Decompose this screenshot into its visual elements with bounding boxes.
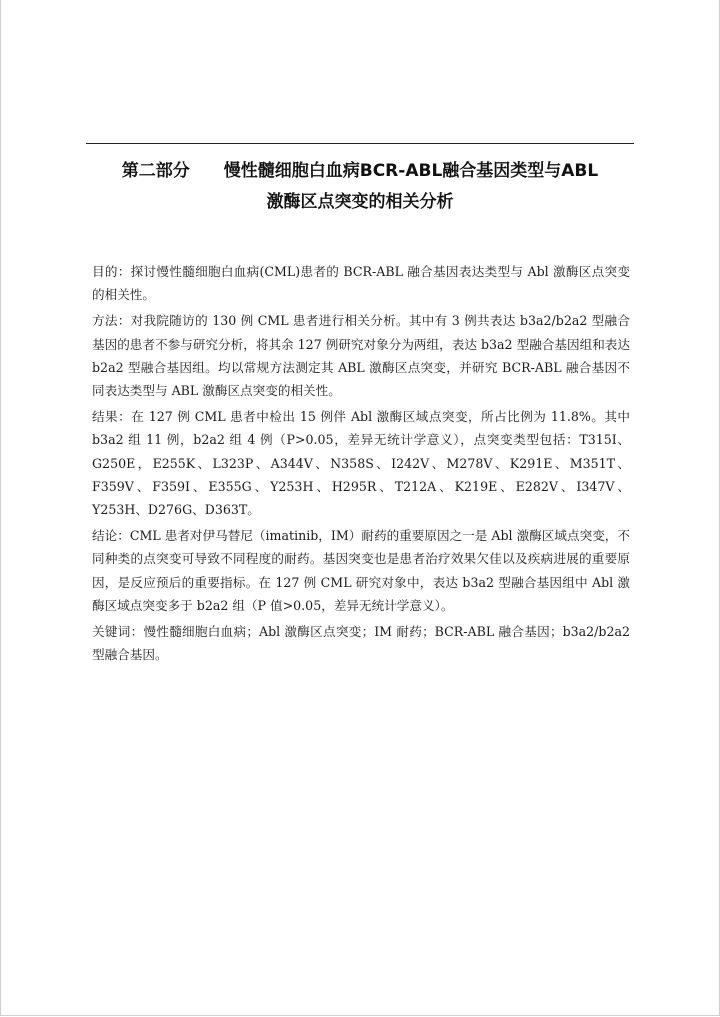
results-label: 结果： (92, 409, 132, 425)
abstract-conclusion (92, 524, 630, 617)
abstract-objective (92, 260, 630, 306)
title-part-label: 第二部分 (121, 161, 190, 181)
methods-label: 方法： (92, 313, 131, 329)
abstract-keywords (92, 620, 630, 666)
objective-text: 探讨慢性髓细胞白血病(CML)患者的 BCR-ABL 融合基因表达类型与 Abl 激酶区点突变的相关性。 (92, 264, 631, 303)
conclusion-text: CML 患者对伊马替尼（imatinib，IM）耐药的重要原因之一是 Abl 激酶区域点突变，不同种类的点突变可导致不同程度的耐药。基因突变也是患者治疗效果欠佳以及疾病进展的重要原因，是反应预后的重要指标。在 127 例 CML 研究对象中，表达 b3a2 型融合基因组中 Abl 激酶区域点突变多于 b2a2 组（P 值>0.05，差异无统计学意义）。 (92, 528, 630, 613)
title-top-rule (86, 143, 634, 144)
abstract-methods (92, 309, 630, 402)
keywords-text: 慢性髓细胞白血病；Abl 激酶区点突变；IM 耐药；BCR-ABL 融合基因；b3a2/b2a2 型融合基因。 (92, 624, 631, 663)
results-text: 在 127 例 CML 患者中检出 15 例伴 Abl 激酶区域点突变，所占比例为 11.8%。其中 b3a2 组 11 例，b2a2 组 4 例（P>0.05，差异无统计学意义），点突变类型包括：T315I、G250E，E255K、L323P、A344V、N358S、I242V、M278V、K291E、M351T、F359V、F359I、E355G、Y253H、H295R、T212A、K219E、E282V、I347V、Y253H、D276G、D363T。 (92, 409, 631, 518)
abstract (92, 260, 630, 669)
title-line-2: 激酶区点突变的相关分析 (266, 192, 454, 212)
keywords-label: 关键词： (92, 624, 144, 640)
title-line-1 (86, 156, 634, 187)
objective-label: 目的： (92, 264, 131, 279)
conclusion-label: 结论： (92, 528, 130, 544)
paper-title (86, 156, 634, 218)
abstract-results (92, 405, 630, 521)
title-main-text: 慢性髓细胞白血病BCR-ABL融合基因类型与ABL (223, 161, 599, 181)
methods-text: 对我院随访的 130 例 CML 患者进行相关分析。其中有 3 例共表达 b3a2/b2a2 型融合基因的患者不参与研究分析，将其余 127 例研究对象分为两组，表达 b3a2 型融合基因组和表达 b2a2 型融合基因组。均以常规方法测定其 ABL 激酶区点突变，并研究 BCR-ABL 融合基因不同表达类型与 ABL 激酶区点突变的相关性。 (92, 313, 631, 399)
